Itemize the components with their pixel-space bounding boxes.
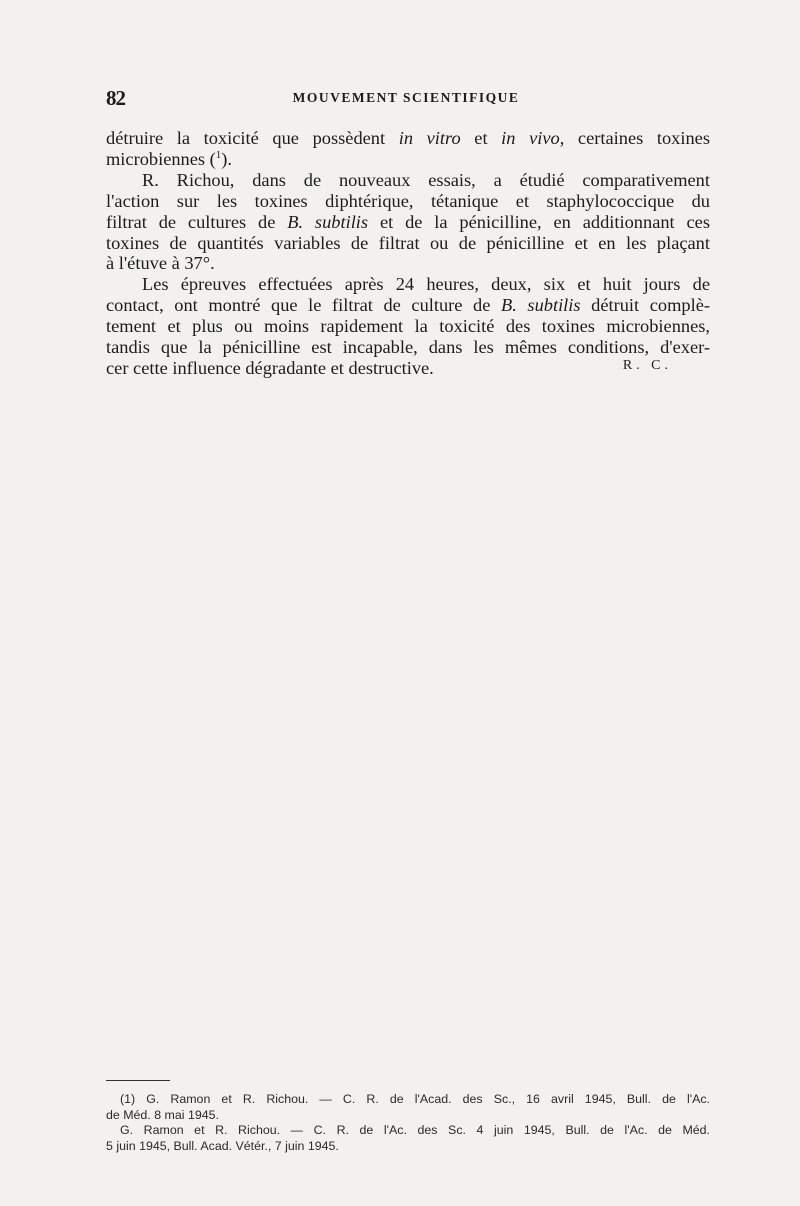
- footnotes: [106, 1092, 710, 1154]
- text-line: tandis que la pénicilline est incapable, dans les mêmes conditions, d'exer-: [106, 337, 710, 358]
- article-body: [106, 128, 710, 379]
- footnote-2: [106, 1123, 710, 1154]
- paragraph-1: [106, 128, 710, 170]
- text-line: à l'étuve à 37°.: [106, 253, 215, 274]
- footnote-line: de Méd. 8 mai 1945.: [106, 1107, 219, 1122]
- text-line: contact, ont montré que le filtrat de culture de B. subtilis détruit complè-: [106, 295, 710, 316]
- text-line: l'action sur les toxines diphtérique, tétanique et staphylococcique du: [106, 190, 710, 211]
- footnote-line: 5 juin 1945, Bull. Acad. Vétér., 7 juin 1945.: [106, 1138, 339, 1153]
- text-line: Les épreuves effectuées après 24 heures, deux, six et huit jours de: [142, 274, 710, 295]
- text-line: toxines de quantités variables de filtrat ou de pénicilline et en les plaçant: [106, 232, 710, 253]
- text-line: filtrat de cultures de B. subtilis et de la pénicilline, en additionnant ces: [106, 211, 710, 232]
- footnote-1: [106, 1092, 710, 1123]
- text-line: microbiennes ($^1$).: [106, 148, 233, 169]
- text-line: détruire la toxicité que possèdent in vitro et in vivo, certaines toxines: [106, 128, 710, 148]
- paragraph-3: [106, 274, 710, 379]
- page-number: 82: [106, 86, 125, 110]
- author-initials: R. C.: [622, 358, 672, 373]
- text-line: R. Richou, dans de nouveaux essais, a étudié comparativement: [142, 169, 710, 190]
- footnote-line: G. Ramon et R. Richou. — C. R. de l'Ac. des Sc. 4 juin 1945, Bull. de l'Ac. de Méd.: [120, 1123, 710, 1138]
- text-line: cer cette influence dégradante et destructive.: [106, 357, 434, 378]
- footnote-line: (1) G. Ramon et R. Richou. — C. R. de l'Acad. des Sc., 16 avril 1945, Bull. de l'Ac.: [120, 1092, 710, 1106]
- running-title: MOUVEMENT SCIENTIFIQUE: [292, 90, 520, 105]
- text-line: tement et plus ou moins rapidement la toxicité des toxines microbiennes,: [106, 316, 710, 337]
- footnote-divider: [106, 1080, 170, 1081]
- paragraph-2: [106, 170, 710, 275]
